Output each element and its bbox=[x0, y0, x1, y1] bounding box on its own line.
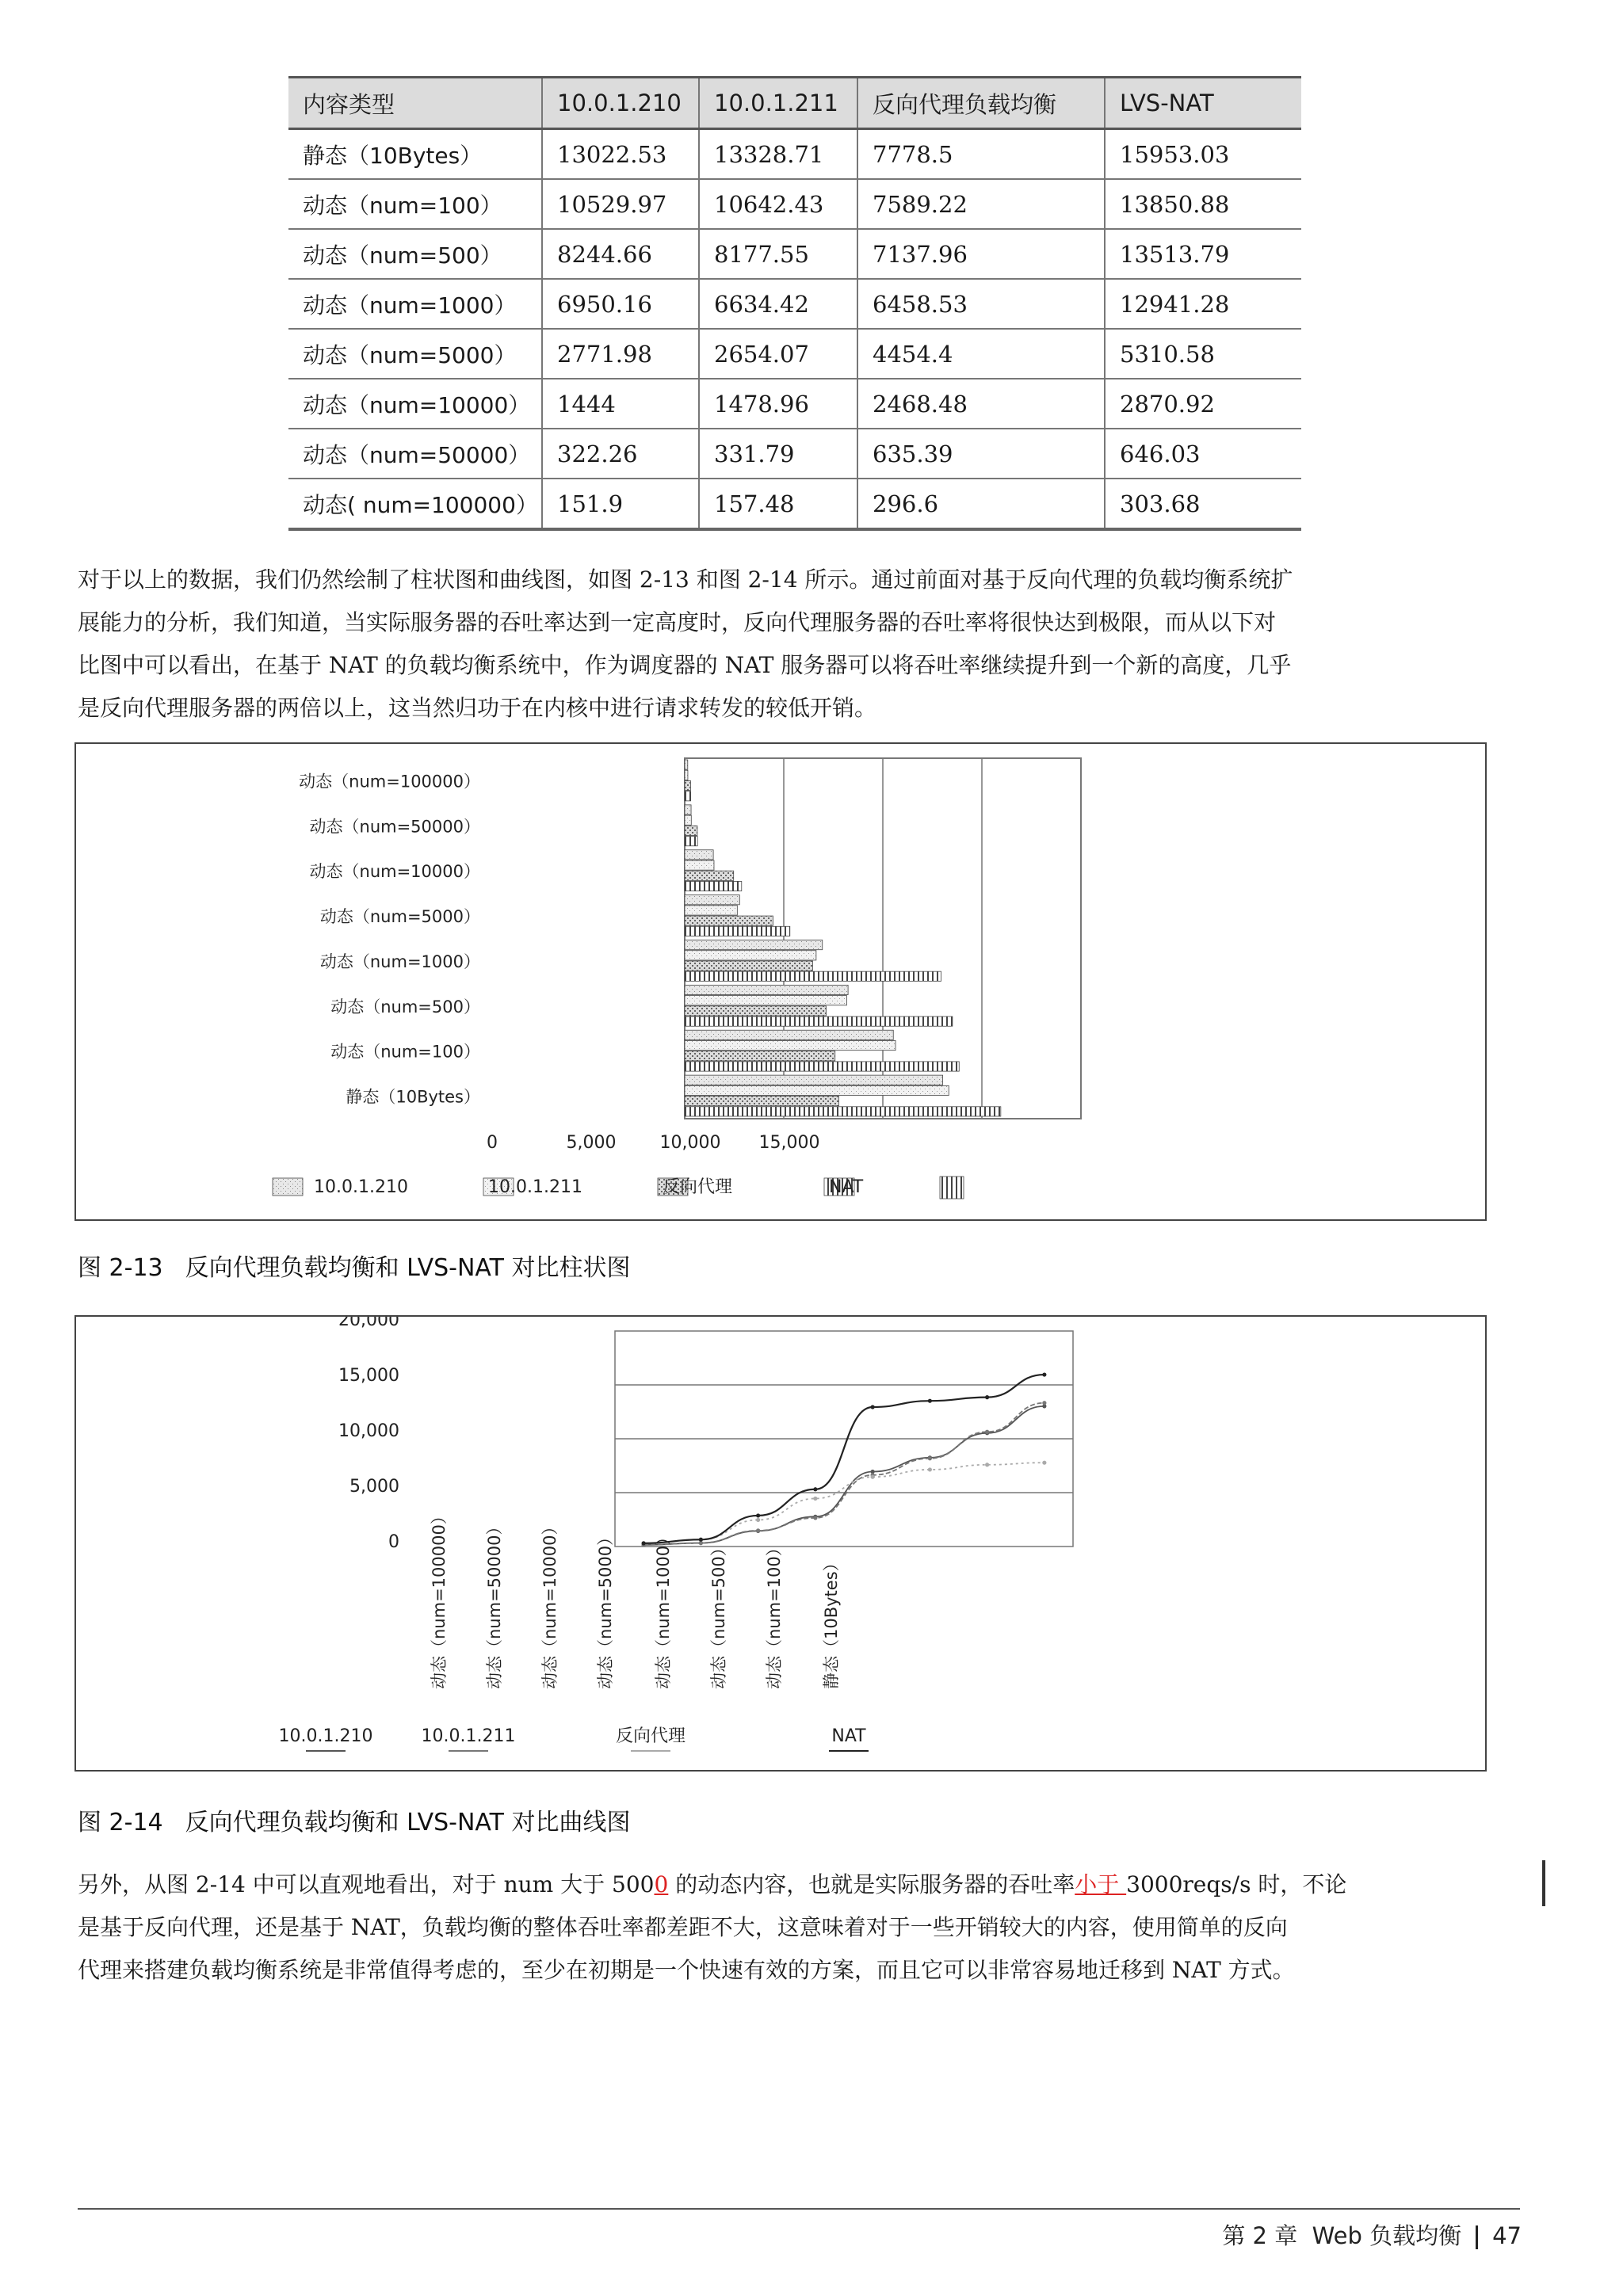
bar-10-0-1-211-5 bbox=[685, 860, 714, 870]
point--4 bbox=[871, 1475, 875, 1479]
table-row bbox=[288, 429, 1301, 479]
bar-10-0-1-211-7 bbox=[685, 770, 688, 780]
bar--6 bbox=[685, 826, 697, 835]
table-cell: 2468.48 bbox=[857, 379, 1105, 429]
bar--7 bbox=[685, 780, 690, 790]
category-label: 动态（num=50000） bbox=[485, 1518, 504, 1689]
point-10-0-1-211-7 bbox=[1042, 1401, 1046, 1405]
table-row bbox=[288, 129, 1301, 180]
category-label: 动态（num=100） bbox=[330, 1042, 480, 1062]
table-cell: 13328.71 bbox=[699, 129, 857, 180]
intro-paragraph bbox=[78, 559, 1485, 730]
bar-10-0-1-210-5 bbox=[685, 850, 713, 860]
point-nat-7 bbox=[1042, 1372, 1046, 1376]
point-nat-3 bbox=[813, 1487, 817, 1491]
bar-chart-frame bbox=[74, 742, 1487, 1221]
point--5 bbox=[928, 1467, 932, 1471]
table-header-row bbox=[288, 78, 1301, 129]
table-row bbox=[288, 379, 1301, 429]
x-tick-label: 0 bbox=[487, 1133, 498, 1153]
table-cell: 13850.88 bbox=[1105, 179, 1301, 229]
bar--1 bbox=[685, 1051, 835, 1061]
header-reverse-proxy: 反向代理负载均衡 bbox=[857, 78, 1105, 129]
correction-mark: 0 bbox=[654, 1871, 669, 1897]
table-cell: 7137.96 bbox=[857, 229, 1105, 279]
table-cell: 13022.53 bbox=[542, 129, 699, 180]
legend-label: 10.0.1.210 bbox=[314, 1177, 408, 1197]
category-label: 动态（num=500） bbox=[709, 1539, 728, 1689]
point--7 bbox=[1042, 1461, 1046, 1465]
bar--4 bbox=[685, 916, 773, 925]
caption-number: 图 2-13 bbox=[78, 1254, 163, 1282]
category-label: 动态（num=100000） bbox=[430, 1508, 449, 1689]
chapter-title: Web 负载均衡 bbox=[1312, 2222, 1462, 2249]
table-cell: 303.68 bbox=[1105, 479, 1301, 529]
header-server-210: 10.0.1.210 bbox=[542, 78, 699, 129]
category-label: 动态（num=500） bbox=[330, 997, 480, 1016]
table-cell: 动态（num=5000） bbox=[288, 329, 542, 379]
bar--5 bbox=[685, 871, 734, 880]
table-row bbox=[288, 229, 1301, 279]
category-label: 动态（num=10000） bbox=[309, 862, 480, 882]
table-cell: 151.9 bbox=[542, 479, 699, 529]
table-cell: 1478.96 bbox=[699, 379, 857, 429]
bar-10-0-1-211-1 bbox=[685, 1040, 896, 1050]
table-row bbox=[288, 479, 1301, 529]
point-10-0-1-211-2 bbox=[756, 1528, 760, 1532]
x-tick-label: 5,000 bbox=[566, 1133, 617, 1153]
line-chart bbox=[76, 1317, 1485, 1770]
paragraph-line: 是基于反向代理，还是基于 NAT，负载均衡的整体吞吐率都差距不大，这意味着对于一些开销较大的内容，使用简单的反向 bbox=[78, 1914, 1288, 1940]
bar-10-0-1-210-2 bbox=[685, 985, 848, 994]
bar-10-0-1-210-7 bbox=[685, 760, 688, 769]
point--2 bbox=[756, 1518, 760, 1522]
legend-label: 反向代理 bbox=[663, 1177, 733, 1197]
header-lvs-nat: LVS-NAT bbox=[1105, 78, 1301, 129]
paragraph-line: 代理来搭建负载均衡系统是非常值得考虑的，至少在初期是一个快速有效的方案，而且它可以非常容易地迁移到 NAT 方式。 bbox=[78, 1957, 1295, 1983]
legend-label: 10.0.1.211 bbox=[421, 1726, 516, 1746]
bar-10-0-1-211-0 bbox=[685, 1085, 949, 1095]
benchmark-table bbox=[288, 76, 1301, 531]
y-tick-label: 15,000 bbox=[338, 1366, 399, 1386]
paragraph-line: 比图中可以看出，在基于 NAT 的负载均衡系统中，作为调度器的 NAT 服务器可以将吞吐率继续提升到一个新的高度，几乎 bbox=[78, 652, 1292, 678]
legend-label: NAT bbox=[831, 1726, 866, 1746]
correction-mark: 小于 bbox=[1075, 1871, 1127, 1897]
category-label: 动态（num=5000） bbox=[596, 1528, 615, 1689]
bar--3 bbox=[685, 961, 812, 971]
table-cell: 1444 bbox=[542, 379, 699, 429]
table-cell: 7589.22 bbox=[857, 179, 1105, 229]
table-cell: 322.26 bbox=[542, 429, 699, 479]
table-cell: 6634.42 bbox=[699, 279, 857, 329]
paragraph-line: 展能力的分析，我们知道，当实际服务器的吞吐率达到一定高度时，反向代理服务器的吞吐率将很快达到极限，而从以下对 bbox=[78, 609, 1277, 635]
table-cell: 10642.43 bbox=[699, 179, 857, 229]
bar-10-0-1-210-0 bbox=[685, 1075, 943, 1085]
footer-separator bbox=[1476, 2225, 1478, 2249]
header-server-211: 10.0.1.211 bbox=[699, 78, 857, 129]
point-nat-5 bbox=[928, 1399, 932, 1403]
category-label: 静态（10Bytes） bbox=[822, 1554, 841, 1689]
figure-caption-2-14 bbox=[78, 1802, 630, 1837]
table-row bbox=[288, 279, 1301, 329]
table-cell: 10529.97 bbox=[542, 179, 699, 229]
table-cell: 动态（num=1000） bbox=[288, 279, 542, 329]
table-cell: 动态（num=500） bbox=[288, 229, 542, 279]
bar-10-0-1-211-6 bbox=[685, 815, 691, 825]
table-cell: 8244.66 bbox=[542, 229, 699, 279]
table-cell: 动态( num=100000） bbox=[288, 479, 542, 529]
analysis-paragraph bbox=[78, 1863, 1485, 1992]
category-label: 动态（num=5000） bbox=[319, 907, 480, 927]
table-cell: 2870.92 bbox=[1105, 379, 1301, 429]
table-cell: 动态（num=50000） bbox=[288, 429, 542, 479]
table-cell: 12941.28 bbox=[1105, 279, 1301, 329]
table-cell: 5310.58 bbox=[1105, 329, 1301, 379]
y-tick-label: 0 bbox=[388, 1532, 399, 1552]
footer-rule bbox=[78, 2208, 1520, 2210]
bar-10-0-1-210-3 bbox=[685, 940, 823, 950]
bar-10-0-1-210-4 bbox=[685, 895, 739, 905]
bar--2 bbox=[685, 1006, 826, 1016]
bar-nat-1 bbox=[685, 1062, 959, 1071]
text-run: 3000reqs/s 时，不论 bbox=[1126, 1871, 1347, 1897]
bar-nat-4 bbox=[685, 926, 790, 936]
x-tick-label: 10,000 bbox=[659, 1133, 721, 1153]
legend-swatch bbox=[273, 1178, 303, 1196]
bar-nat-2 bbox=[685, 1016, 953, 1026]
legend-label: 反向代理 bbox=[615, 1726, 686, 1746]
bar-chart bbox=[76, 744, 1485, 1219]
table-cell: 7778.5 bbox=[857, 129, 1105, 180]
table-cell: 6950.16 bbox=[542, 279, 699, 329]
paragraph-line: 对于以上的数据，我们仍然绘制了柱状图和曲线图，如图 2-13 和图 2-14 所示。通过前面对基于反向代理的负载均衡系统扩 bbox=[78, 566, 1293, 593]
table-row bbox=[288, 179, 1301, 229]
bar--0 bbox=[685, 1097, 838, 1106]
table-cell: 331.79 bbox=[699, 429, 857, 479]
bar-nat-3 bbox=[685, 971, 941, 981]
category-label: 动态（num=1000） bbox=[319, 952, 480, 971]
chapter-label: 第 2 章 bbox=[1222, 2222, 1298, 2249]
table-cell: 296.6 bbox=[857, 479, 1105, 529]
point-10-0-1-211-3 bbox=[813, 1516, 817, 1520]
category-label: 静态（10Bytes） bbox=[346, 1087, 480, 1107]
y-tick-label: 10,000 bbox=[338, 1421, 399, 1441]
caption-number: 图 2-14 bbox=[78, 1809, 163, 1836]
paragraph-line: 是反向代理服务器的两倍以上，这当然归功于在内核中进行请求转发的较低开销。 bbox=[78, 695, 877, 721]
bar-10-0-1-210-1 bbox=[685, 1030, 893, 1039]
table-cell: 静态（10Bytes） bbox=[288, 129, 542, 180]
table-cell: 13513.79 bbox=[1105, 229, 1301, 279]
y-tick-label: 5,000 bbox=[349, 1477, 399, 1497]
point-nat-1 bbox=[699, 1538, 703, 1542]
table-cell: 动态（num=100） bbox=[288, 179, 542, 229]
table-cell: 2771.98 bbox=[542, 329, 699, 379]
point-nat-0 bbox=[642, 1541, 646, 1545]
category-label: 动态（num=100） bbox=[765, 1539, 784, 1689]
legend-label: 10.0.1.210 bbox=[278, 1726, 373, 1746]
table-cell: 动态（num=10000） bbox=[288, 379, 542, 429]
table-cell: 6458.53 bbox=[857, 279, 1105, 329]
point-nat-2 bbox=[756, 1513, 760, 1517]
point-nat-4 bbox=[871, 1405, 875, 1409]
point-10-0-1-211-6 bbox=[985, 1430, 989, 1434]
table-cell: 646.03 bbox=[1105, 429, 1301, 479]
bar-10-0-1-211-4 bbox=[685, 906, 737, 915]
table-cell: 2654.07 bbox=[699, 329, 857, 379]
legend-label: 10.0.1.211 bbox=[488, 1177, 582, 1197]
page-footer bbox=[1189, 2218, 1522, 2251]
bar-nat-0 bbox=[685, 1107, 1001, 1116]
page-number: 47 bbox=[1492, 2222, 1522, 2249]
table-cell: 4454.4 bbox=[857, 329, 1105, 379]
y-tick-label: 20,000 bbox=[338, 1317, 399, 1330]
x-tick-label: 15,000 bbox=[758, 1133, 820, 1153]
header-content-type: 内容类型 bbox=[288, 78, 542, 129]
point-nat-6 bbox=[985, 1395, 989, 1399]
text-run: 的动态内容，也就是实际服务器的吞吐率 bbox=[668, 1871, 1075, 1897]
point--6 bbox=[985, 1463, 989, 1466]
caption-text: 反向代理负载均衡和 LVS-NAT 对比柱状图 bbox=[185, 1254, 631, 1282]
table-cell: 157.48 bbox=[699, 479, 857, 529]
bar-nat-6 bbox=[685, 837, 697, 846]
category-label: 动态（num=1000） bbox=[654, 1528, 673, 1689]
text-run: 另外，从图 2-14 中可以直观地看出，对于 num 大于 500 bbox=[78, 1871, 655, 1897]
bar-10-0-1-210-6 bbox=[685, 805, 691, 814]
table-row bbox=[288, 329, 1301, 379]
caption-text: 反向代理负载均衡和 LVS-NAT 对比曲线图 bbox=[185, 1809, 631, 1836]
legend-label: NAT bbox=[829, 1177, 864, 1197]
bar-10-0-1-211-2 bbox=[685, 996, 846, 1005]
figure-caption-2-13 bbox=[78, 1248, 630, 1283]
bar-10-0-1-211-3 bbox=[685, 951, 816, 960]
bar-nat-5 bbox=[685, 881, 742, 891]
table-cell: 8177.55 bbox=[699, 229, 857, 279]
category-label: 动态（num=10000） bbox=[540, 1518, 559, 1689]
legend-swatch bbox=[940, 1177, 964, 1199]
point-10-0-1-211-5 bbox=[928, 1456, 932, 1460]
table-cell: 15953.03 bbox=[1105, 129, 1301, 180]
category-label: 动态（num=50000） bbox=[309, 817, 480, 837]
point--3 bbox=[813, 1497, 817, 1501]
paragraph-line bbox=[78, 1863, 1485, 1906]
change-bar bbox=[1542, 1860, 1545, 1906]
table-cell: 635.39 bbox=[857, 429, 1105, 479]
bar-nat-7 bbox=[685, 791, 691, 801]
line-chart-frame bbox=[74, 1315, 1487, 1772]
category-label: 动态（num=100000） bbox=[299, 772, 480, 791]
